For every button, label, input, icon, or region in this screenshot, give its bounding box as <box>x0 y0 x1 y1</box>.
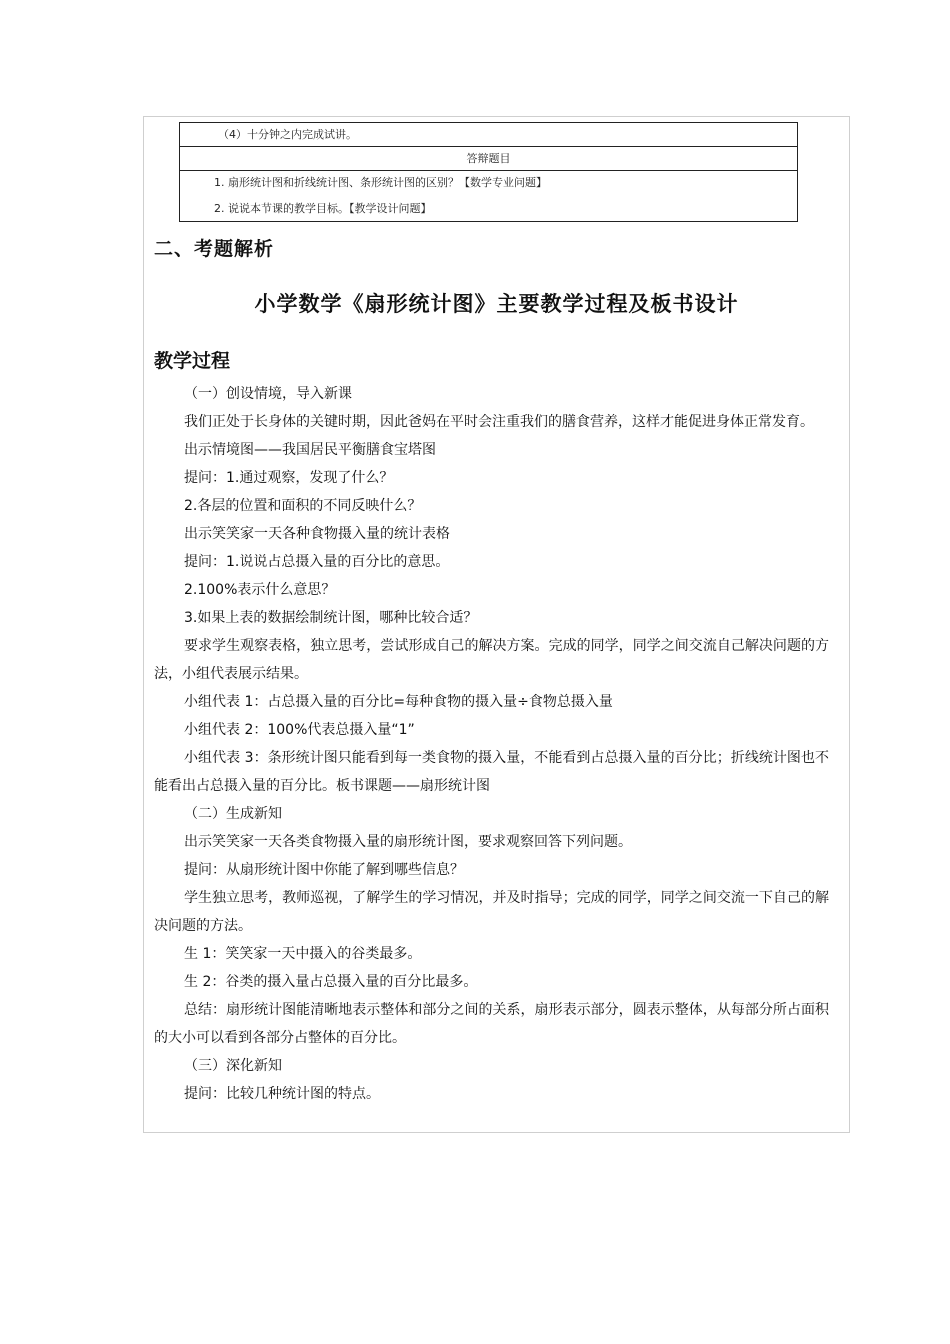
paragraph: 总结：扇形统计图能清晰地表示整体和部分之间的关系，扇形表示部分，圆表示整体，从每部分所占面积的大小可以看到各部分占整体的百分比。 <box>154 1002 829 1046</box>
paragraph: 提问：从扇形统计图中你能了解到哪些信息？ <box>184 862 464 878</box>
paragraph: 2.各层的位置和面积的不同反映什么？ <box>184 498 422 514</box>
paragraph: （一）创设情境，导入新课 <box>184 386 352 402</box>
paragraph: （三）深化新知 <box>184 1058 282 1074</box>
paragraph: 要求学生观察表格，独立思考，尝试形成自己的解决方案。完成的同学，同学之间交流自己解决问题的方法，小组代表展示结果。 <box>154 638 829 682</box>
sub-heading: 教学过程 <box>154 350 231 372</box>
paragraph: 小组代表 1：占总摄入量的百分比=每种食物的摄入量÷食物总摄入量 <box>184 694 613 710</box>
paragraph: 出示情境图——我国居民平衡膳食宝塔图 <box>184 442 436 458</box>
paragraph: （二）生成新知 <box>184 806 282 822</box>
paragraph: 3.如果上表的数据绘制统计图，哪种比较合适？ <box>184 610 478 626</box>
paragraph: 生 2：谷类的摄入量占总摄入量的百分比最多。 <box>184 974 478 990</box>
paragraph: 提问：1.通过观察，发现了什么？ <box>184 470 394 486</box>
table-row: 2. 说说本节课的教学目标。【教学设计问题】 <box>214 202 432 215</box>
defense-question-table <box>179 122 798 222</box>
table-row: 1. 扇形统计图和折线统计图、条形统计图的区别？【数学专业问题】 <box>214 176 547 189</box>
paragraph: 我们正处于长身体的关键时期，因此爸妈在平时会注重我们的膳食营养，这样才能促进身体正常发育。 <box>184 414 814 430</box>
body-text <box>154 380 829 1108</box>
paragraph: 2.100%表示什么意思？ <box>184 582 336 598</box>
page-title: 小学数学《扇形统计图》主要教学过程及板书设计 <box>254 292 739 316</box>
table-row: （4）十分钟之内完成试讲。 <box>180 123 797 147</box>
paragraph: 小组代表 2：100%代表总摄入量“1” <box>184 722 415 738</box>
paragraph: 提问：1.说说占总摄入量的百分比的意思。 <box>184 554 450 570</box>
paragraph: 提问：比较几种统计图的特点。 <box>184 1086 380 1102</box>
paragraph: 小组代表 3：条形统计图只能看到每一类食物的摄入量，不能看到占总摄入量的百分比；折线统计图也不能看出占总摄入量的百分比。板书课题——扇形统计图 <box>154 750 829 794</box>
section-heading: 二、考题解析 <box>154 238 275 260</box>
table-header: 答辩题目 <box>180 147 797 171</box>
paragraph: 学生独立思考，教师巡视，了解学生的学习情况，并及时指导；完成的同学，同学之间交流一下自己的解决问题的方法。 <box>154 890 829 934</box>
paragraph: 出示笑笑家一天各类食物摄入量的扇形统计图，要求观察回答下列问题。 <box>184 834 632 850</box>
paragraph: 出示笑笑家一天各种食物摄入量的统计表格 <box>184 526 450 542</box>
paragraph: 生 1：笑笑家一天中摄入的谷类最多。 <box>184 946 422 962</box>
